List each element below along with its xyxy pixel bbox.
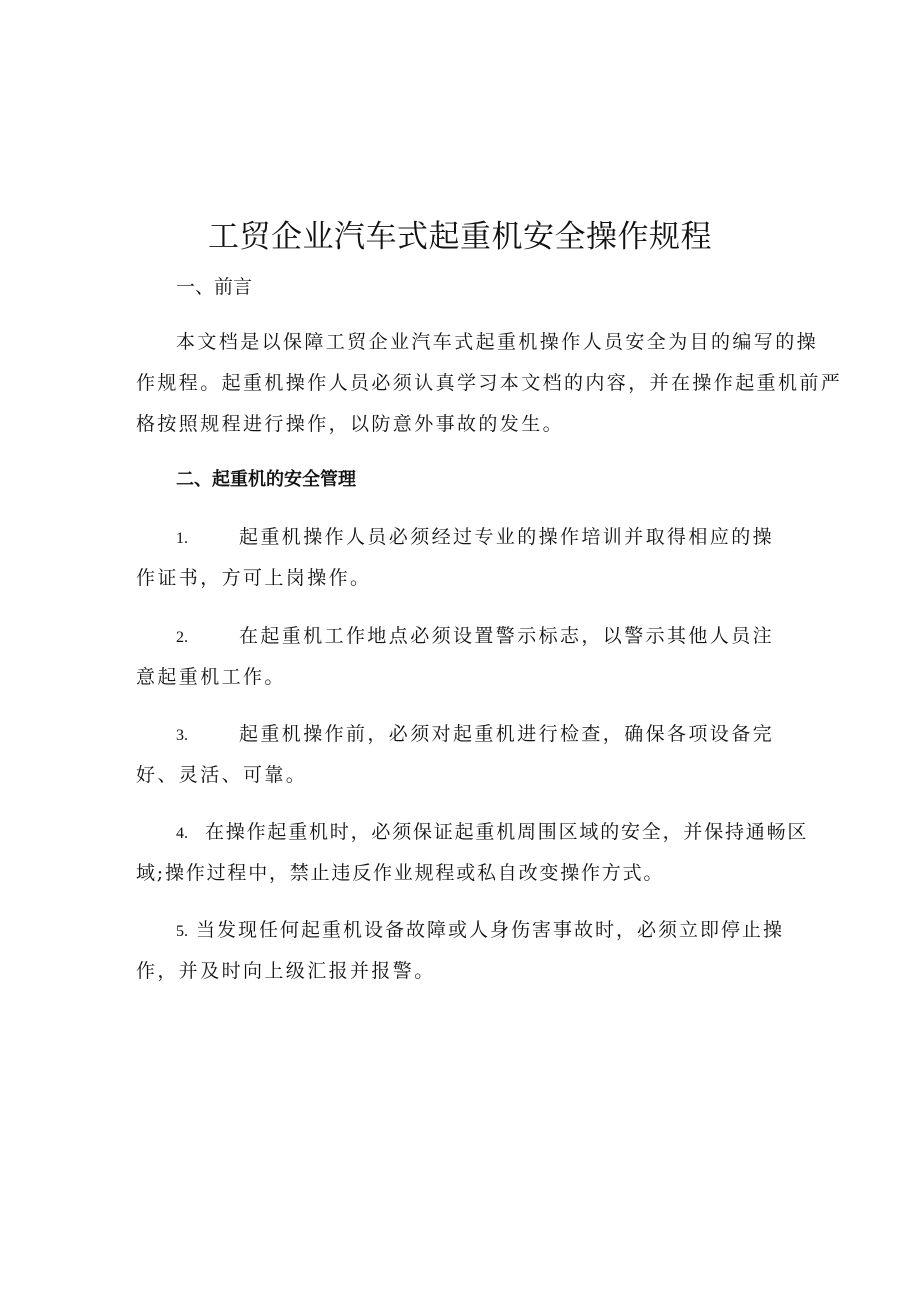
list-item-line: 起重机操作前，必须对起重机进行检查，确保各项设备完: [239, 723, 775, 745]
list-item-line: 作，并及时向上级汇报并报警。: [136, 960, 436, 982]
list-item-number: 4.: [176, 825, 188, 842]
list-item-line: 当发现任何起重机设备故障或人身伤害事故时，必须立即停止操: [196, 919, 785, 941]
list-item-line: 好、灵活、可靠。: [136, 764, 308, 786]
list-item-number: 2.: [176, 629, 188, 646]
list-item-line: 起重机操作人员必须经过专业的操作培训并取得相应的操: [239, 526, 775, 548]
list-item-number: 3.: [176, 727, 188, 744]
paragraph-line: 格按照规程进行操作，以防意外事故的发生。: [136, 413, 565, 435]
paragraph-line: 作规程。起重机操作人员必须认真学习本文档的内容，并在操作起重机前严: [136, 372, 843, 394]
document-title: 工贸企业汽车式起重机安全操作规程: [208, 219, 712, 255]
list-item-line: 在起重机工作地点必须设置警示标志，以警示其他人员注: [239, 625, 775, 647]
list-item-line: 域;操作过程中，禁止违反作业规程或私自改变操作方式。: [136, 862, 665, 884]
section-heading-safety-management: 二、起重机的安全管理: [176, 469, 356, 490]
list-item-number: 1.: [176, 530, 188, 547]
list-item-line: 意起重机工作。: [136, 666, 286, 688]
section-heading-preface: 一、前言: [176, 276, 253, 298]
paragraph-line: 本文档是以保障工贸企业汽车式起重机操作人员安全为目的编写的操: [176, 331, 819, 353]
list-item-line: 作证书，方可上岗操作。: [136, 567, 372, 589]
list-item-number: 5.: [176, 923, 188, 940]
list-item-line: 在操作起重机时，必须保证起重机周围区域的安全，并保持通畅区: [205, 821, 809, 843]
